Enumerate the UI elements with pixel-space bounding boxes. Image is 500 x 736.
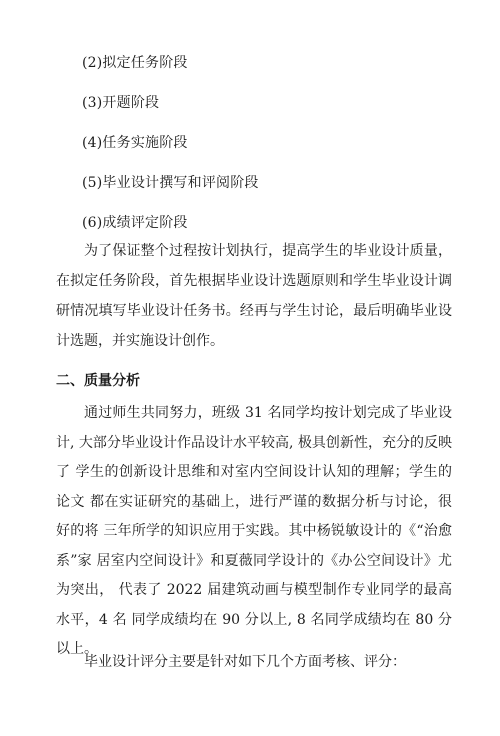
stage-item: (3)开题阶段 xyxy=(82,95,160,111)
paragraph-quality-analysis: 通过师生共同努力，班级 31 名同学均按计划完成了毕业设计, 大部分毕业设计作品设计水平较高, 极具创新性，充分的反映了 学生的创新设计思维和对室内空间设计认知的理解；学生的论文 都在实证研究的基础上，进行严谨的数据分析与讨论，很好的将 三年所学的知识应用于实践。其中杨锐敏设计的《“治愈系”家 居室内空间设计》和夏薇同学设计的《办公空间设计》尤为突出， 代表了 2022 届建筑动画与模型制作专业同学的最高水平，4 名 同学成绩均在 90 分以上, 8 名同学成绩均在 80 分以上。 xyxy=(56,405,452,657)
section-heading-quality-analysis: 二、质量分析 xyxy=(56,373,140,389)
paragraph-grading: 毕业设计评分主要是针对如下几个方面考核、评分： xyxy=(84,654,406,670)
paragraph-plan: 为了保证整个过程按计划执行，提高学生的毕业设计质量， 在拟定任务阶段，首先根据毕业设计选题原则和学生毕业设计调 研情况填写毕业设计任务书。经再与学生讨论，最后明确毕业设 计选题，并实施设计创作。 xyxy=(56,243,452,349)
stage-item: (5)毕业设计撰写和评阅阶段 xyxy=(82,175,259,191)
stage-item: (4)任务实施阶段 xyxy=(82,135,188,151)
stage-list xyxy=(82,55,442,255)
stage-item: (6)成绩评定阶段 xyxy=(82,215,188,231)
stage-item: (2)拟定任务阶段 xyxy=(82,55,188,71)
